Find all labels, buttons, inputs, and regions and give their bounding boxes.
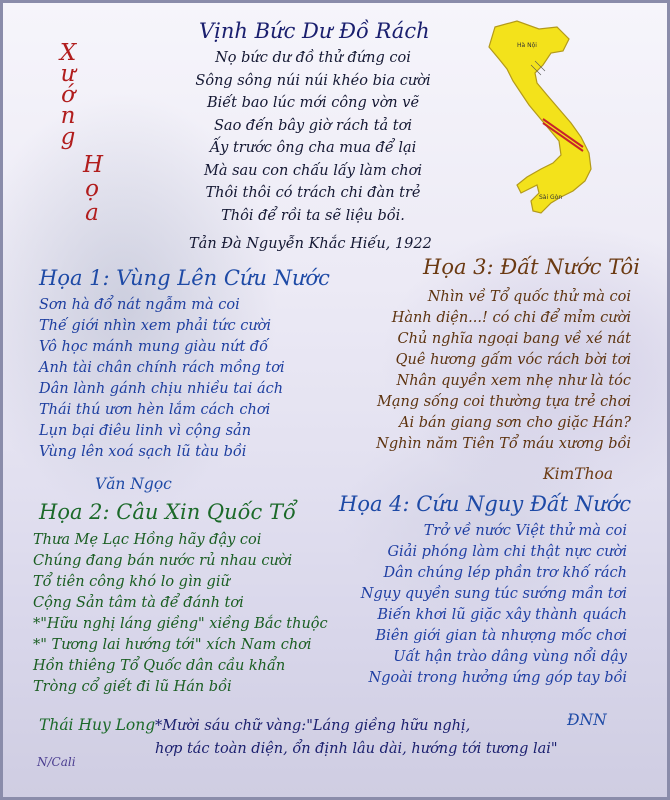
poem-line: Nọ bức dư đồ thử đứng coi bbox=[215, 50, 411, 66]
poem-line: Ai bán giang sơn cho giặc Hán? bbox=[399, 415, 631, 431]
poem-line: Thưa Mẹ Lạc Hồng hãy đậy coi bbox=[33, 532, 262, 548]
hoa4-poem bbox=[343, 521, 627, 689]
poem-line: Sơn hà đổ nát ngẫm mà coi bbox=[39, 297, 240, 313]
poem-line: Quê hương gấm vóc rách bời tơi bbox=[395, 352, 631, 368]
poem-line: *"Hữu nghị láng giềng" xiềng Bắc thuộc bbox=[33, 616, 328, 632]
poem-line: Chủ nghĩa ngoại bang về xé nát bbox=[397, 331, 631, 347]
poem-line: Dân lành gánh chịu nhiều tai ách bbox=[39, 381, 284, 397]
poem-line: Vùng lên xoá sạch lũ tàu bồi bbox=[39, 444, 247, 460]
hoa3-poem bbox=[363, 287, 631, 455]
poem-line: *" Tương lai hướng tới" xích Nam chơi bbox=[33, 637, 312, 653]
footnote-line: hợp tác toàn diện, ổn định lâu dài, hướng tới tương lai" bbox=[155, 741, 558, 757]
poem-line: Ấy trước ông cha mua để lại bbox=[209, 140, 417, 156]
poem-line: Ngoài trong hưởng ứng góp tay bồi bbox=[368, 670, 627, 686]
poem-line: Thế giới nhìn xem phải tức cười bbox=[39, 318, 272, 334]
poem-line: Cộng Sản tâm tà để đánh tơi bbox=[33, 595, 244, 611]
hoa2-author: Thái Huy Long bbox=[39, 716, 156, 734]
poem-line: Nhân quyền xem nhẹ như là tóc bbox=[396, 373, 631, 389]
poem-line: Trở về nước Việt thử mà coi bbox=[423, 523, 627, 539]
poem-line: Hành diện...! có chi để mỉm cười bbox=[391, 310, 631, 326]
hoa1-author: Văn Ngọc bbox=[95, 475, 172, 493]
vertical-label-hoa bbox=[83, 152, 104, 226]
hoa3-author: KimThoa bbox=[543, 465, 614, 483]
vertical-char: ọ bbox=[85, 176, 99, 202]
poem-line: Thái thú ươn hèn lắm cách chơi bbox=[39, 402, 271, 418]
poem-line: Lụn bại điêu linh vì cộng sản bbox=[39, 423, 252, 439]
map-label-saigon: Sài Gòn bbox=[539, 194, 563, 201]
poem-line: Biên giới gian tà nhượng mốc chơi bbox=[375, 628, 627, 644]
poem-line: Tổ tiên công khó lo gìn giữ bbox=[33, 574, 230, 590]
footnote bbox=[155, 715, 558, 761]
poem-line: Chúng đang bán nước rủ nhau cười bbox=[33, 553, 293, 569]
poem-line: Sông sông núi núi khéo bia cười bbox=[195, 72, 431, 89]
hoa3-heading: Họa 3: Đất Nước Tôi bbox=[423, 255, 640, 279]
hoa1-heading: Họa 1: Vùng Lên Cứu Nước bbox=[39, 266, 330, 290]
poem-line: Uất hận trào dâng vùng nổi dậy bbox=[393, 649, 627, 665]
hoa2-poem bbox=[33, 530, 328, 698]
credit: N/Cali bbox=[37, 755, 76, 769]
footnote-line: *Mười sáu chữ vàng:"Láng giềng hữu nghị, bbox=[155, 718, 471, 734]
poem-line: Biến khơi lũ giặc xây thành quách bbox=[377, 607, 627, 623]
poem-line: Anh tài chân chính rách mồng tơi bbox=[39, 360, 285, 376]
hoa1-poem bbox=[39, 295, 285, 463]
vertical-char: a bbox=[85, 200, 99, 226]
map-label-hanoi: Hà Nội bbox=[517, 42, 537, 49]
original-poem bbox=[183, 47, 443, 227]
poem-line: Thôi để rồi ta sẽ liệu bồi. bbox=[221, 207, 405, 224]
vertical-char: ớ bbox=[61, 82, 75, 108]
poem-line: Vô học mánh mung giàu nứt đố bbox=[39, 339, 269, 355]
vietnam-map bbox=[477, 17, 637, 227]
poem-line: Sao đến bây giờ rách tả tơi bbox=[214, 117, 412, 134]
poem-line: Dân chúng lép phần trơ khố rách bbox=[383, 565, 627, 581]
vertical-char: ư bbox=[60, 61, 76, 87]
poem-line: Tròng cổ giết đi lũ Hán bồi bbox=[33, 679, 232, 695]
vertical-char: X bbox=[59, 40, 77, 66]
poem-line: Biết bao lúc mới công vờn vẽ bbox=[206, 95, 420, 111]
vertical-label-xuong bbox=[59, 40, 77, 150]
poem-line: Mạng sống coi thường tựa trẻ chơi bbox=[376, 394, 631, 410]
page-title: Vịnh Bức Dư Đồ Rách bbox=[199, 19, 430, 43]
vertical-char: H bbox=[83, 152, 104, 178]
hoa4-author: ĐNN bbox=[567, 711, 607, 729]
poem-line: Hồn thiêng Tổ Quốc dân cầu khẩn bbox=[33, 658, 286, 674]
poem-line: Nghìn năm Tiên Tổ máu xương bồi bbox=[376, 436, 631, 452]
poem-line: Nhìn về Tổ quốc thử mà coi bbox=[427, 289, 631, 305]
hoa2-heading: Họa 2: Câu Xin Quốc Tổ bbox=[39, 500, 296, 524]
poem-line: Mà sau con chấu lấy làm chơi bbox=[203, 162, 423, 179]
poem-line: Thôi thôi có trách chi đàn trẻ bbox=[205, 185, 421, 201]
hoa4-heading: Họa 4: Cứu Nguy Đất Nước bbox=[339, 492, 632, 516]
poem-line: Giải phóng làm chi thật nực cười bbox=[387, 544, 627, 560]
poem-line: Ngụy quyền sung túc sướng mần tơi bbox=[360, 586, 627, 602]
vertical-char: n bbox=[60, 103, 76, 129]
original-author: Tản Đà Nguyễn Khắc Hiếu, 1922 bbox=[189, 236, 432, 252]
vertical-char: g bbox=[60, 124, 76, 150]
